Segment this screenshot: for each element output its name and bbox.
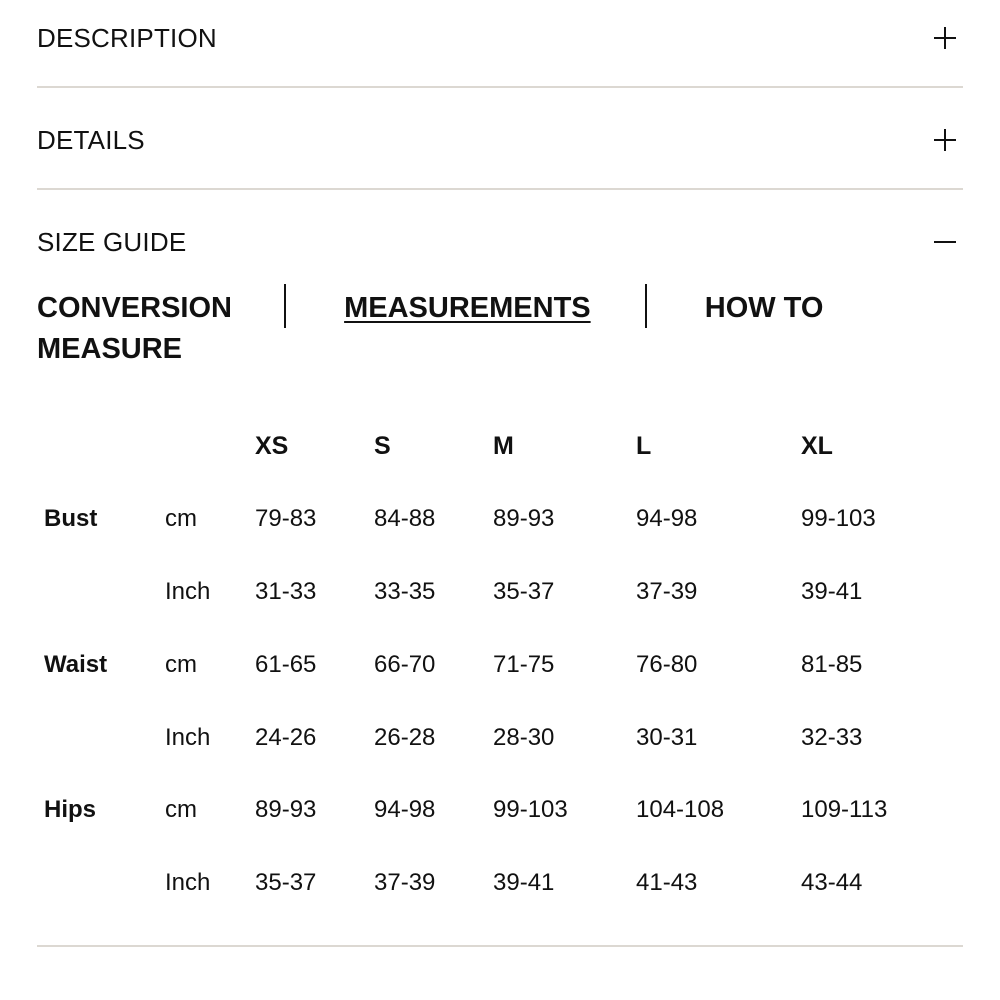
table-cell: 41-43 (636, 869, 698, 896)
table-cell: 104-108 (636, 796, 725, 823)
table-cell: 99-103 (493, 796, 568, 823)
table-cell: 39-41 (801, 578, 863, 605)
table-cell: 24-26 (255, 724, 317, 751)
table-cell: 35-37 (493, 578, 555, 605)
size-header-l: L (636, 432, 652, 460)
unit-label: Inch (165, 578, 211, 605)
table-cell: 43-44 (801, 869, 863, 896)
unit-label: Inch (165, 724, 211, 751)
row-label-bust: Bust (44, 505, 98, 532)
table-cell: 26-28 (374, 724, 436, 751)
table-cell: 94-98 (374, 796, 436, 823)
table-cell: 30-31 (636, 724, 698, 751)
divider (37, 945, 963, 947)
divider (37, 86, 963, 88)
accordion-description-title: DESCRIPTION (37, 22, 217, 53)
table-cell: 84-88 (374, 505, 436, 532)
table-cell: 37-39 (636, 578, 698, 605)
size-header-xs: XS (255, 432, 289, 460)
plus-icon[interactable] (932, 126, 960, 154)
plus-icon[interactable] (932, 24, 960, 52)
table-cell: 76-80 (636, 651, 698, 678)
unit-label: Inch (165, 869, 211, 896)
tab-separator (284, 284, 286, 328)
minus-icon[interactable] (932, 228, 960, 256)
table-cell: 89-93 (255, 796, 317, 823)
table-cell: 89-93 (493, 505, 555, 532)
tab-measurements[interactable]: MEASUREMENTS (344, 292, 591, 324)
table-cell: 61-65 (255, 651, 317, 678)
table-cell: 31-33 (255, 578, 317, 605)
table-cell: 37-39 (374, 869, 436, 896)
size-header-m: M (493, 432, 514, 460)
table-cell: 35-37 (255, 869, 317, 896)
row-label-hips: Hips (44, 796, 97, 823)
unit-label: cm (165, 651, 197, 678)
divider (37, 188, 963, 190)
accordion-details-header[interactable] (37, 120, 963, 160)
unit-label: cm (165, 505, 197, 532)
table-cell: 32-33 (801, 724, 863, 751)
size-guide-tabs (37, 288, 937, 370)
accordion-details-title: DETAILS (37, 124, 145, 155)
table-cell: 28-30 (493, 724, 555, 751)
table-cell: 81-85 (801, 651, 863, 678)
table-cell: 71-75 (493, 651, 555, 678)
table-cell: 94-98 (636, 505, 698, 532)
unit-label: cm (165, 796, 197, 823)
table-cell: 99-103 (801, 505, 876, 532)
table-cell: 33-35 (374, 578, 436, 605)
table-cell: 39-41 (493, 869, 555, 896)
tab-how-to-measure[interactable]: HOW TO MEASURE (37, 292, 824, 365)
tab-separator (645, 284, 647, 328)
size-header-xl: XL (801, 432, 833, 460)
row-label-waist: Waist (44, 651, 108, 678)
table-cell: 109-113 (801, 796, 888, 823)
accordion-size-guide-header[interactable] (37, 222, 963, 262)
table-cell: 66-70 (374, 651, 436, 678)
size-header-s: S (374, 432, 391, 460)
accordion-description-header[interactable] (37, 18, 963, 58)
accordion-size-guide-title: SIZE GUIDE (37, 226, 187, 257)
table-cell: 79-83 (255, 505, 317, 532)
tab-conversion[interactable]: CONVERSION (37, 292, 232, 324)
